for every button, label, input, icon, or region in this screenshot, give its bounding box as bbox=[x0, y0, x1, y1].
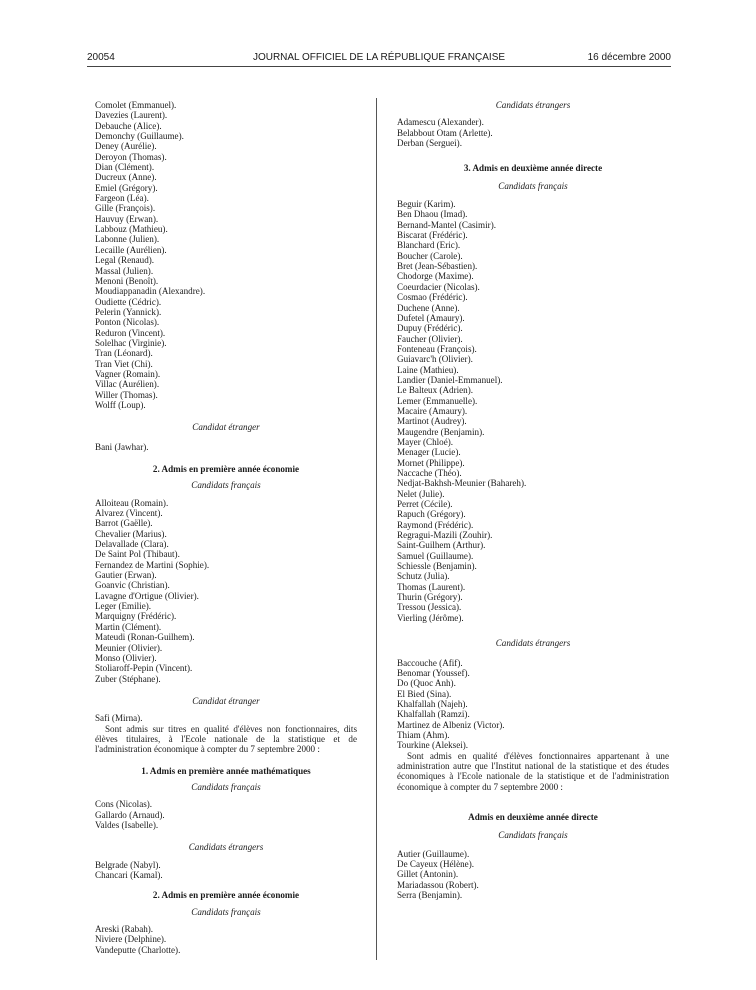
list-item: Lecaille (Aurélien). bbox=[95, 244, 167, 255]
list-item: Lemer (Emmanuelle). bbox=[397, 395, 478, 406]
subheading-candidats-francais: Candidats français bbox=[191, 781, 261, 792]
list-item: Serra (Benjamin). bbox=[397, 890, 463, 901]
list-item: Vierling (Jérôme). bbox=[397, 612, 464, 623]
section-heading: Admis en deuxième année directe bbox=[468, 811, 598, 822]
list-item: Ducreux (Anne). bbox=[95, 172, 157, 183]
list-item: Hauvuy (Erwan). bbox=[95, 213, 159, 224]
list-item: Nedjat-Bakhsh-Meunier (Bahareh). bbox=[397, 478, 527, 489]
list-item: Biscarat (Frédéric). bbox=[397, 230, 468, 241]
list-item: Demonchy (Guillaume). bbox=[95, 131, 184, 142]
list-item: Cosmao (Frédéric). bbox=[397, 292, 468, 303]
list-item: El Bied (Sina). bbox=[397, 688, 452, 699]
name-list bbox=[95, 924, 357, 955]
list-item: Tran Viet (Chi). bbox=[95, 358, 153, 369]
list-item: Oudiette (Cédric). bbox=[95, 296, 162, 307]
list-item: Thiam (Ahm). bbox=[397, 729, 450, 740]
subheading-candidats-francais: Candidats français bbox=[191, 480, 261, 491]
list-item: Bret (Jean-Sébastien). bbox=[397, 261, 478, 272]
list-item: Faucher (Olivier). bbox=[397, 333, 463, 344]
list-item: Solelhac (Virginie). bbox=[95, 337, 167, 348]
name-list bbox=[397, 199, 669, 623]
list-item: Meunier (Olivier). bbox=[95, 642, 163, 653]
list-item: Nelet (Julie). bbox=[397, 488, 445, 499]
list-item: Safi (Mirna). bbox=[95, 713, 143, 724]
name-list bbox=[95, 799, 357, 830]
list-item: Rapuch (Grégory). bbox=[397, 509, 466, 520]
list-item: De Saint Pol (Thibaut). bbox=[95, 549, 180, 560]
list-item: Derban (Serguei). bbox=[397, 138, 462, 149]
list-item: Dupuy (Frédéric). bbox=[397, 323, 463, 334]
list-item: Villac (Aurélien). bbox=[95, 379, 160, 390]
column-divider bbox=[376, 98, 377, 960]
list-item: Massal (Julien). bbox=[95, 265, 154, 276]
list-item: Do (Quoc Anh). bbox=[397, 678, 456, 689]
list-item: Marquigny (Frédéric). bbox=[95, 611, 177, 622]
name-list bbox=[397, 117, 669, 148]
list-item: Mornet (Philippe). bbox=[397, 457, 465, 468]
list-item: Comolet (Emmanuel). bbox=[95, 100, 177, 110]
section-heading: 1. Admis en première année mathématiques bbox=[141, 765, 311, 776]
list-item: Adamescu (Alexander). bbox=[397, 117, 484, 128]
list-item: Zuber (Stéphane). bbox=[95, 673, 161, 684]
list-item: Belabbout Otam (Arlette). bbox=[397, 127, 493, 138]
list-item: Tourkine (Aleksei). bbox=[397, 740, 469, 751]
list-item: Naccache (Théo). bbox=[397, 468, 462, 478]
list-item: Landier (Daniel-Emmanuel). bbox=[397, 374, 503, 385]
list-item: Thomas (Laurent). bbox=[397, 581, 466, 592]
list-item: Davezies (Laurent). bbox=[95, 110, 168, 121]
list-item: Legal (Renaud). bbox=[95, 255, 155, 266]
list-item: Schutz (Julia). bbox=[397, 571, 450, 582]
list-item: Macaire (Amaury). bbox=[397, 405, 468, 416]
list-item: Autier (Guillaume). bbox=[397, 848, 470, 859]
list-item: Alloiteau (Romain). bbox=[95, 497, 169, 508]
list-item: Chodorge (Maxime). bbox=[397, 271, 474, 282]
list-item: Dian (Clément). bbox=[95, 162, 155, 173]
subheading-candidat-etranger: Candidat étranger bbox=[192, 422, 260, 433]
list-item: Baccouche (Afif). bbox=[397, 657, 463, 668]
list-item: Mayer (Chloé). bbox=[397, 436, 454, 447]
list-item: Labonne (Julien). bbox=[95, 234, 160, 245]
list-item: Gillet (Antonin). bbox=[397, 869, 459, 880]
journal-title: JOURNAL OFFICIEL DE LA RÉPUBLIQUE FRANÇAISE bbox=[252, 52, 506, 63]
list-item: Samuel (Guillaume). bbox=[397, 550, 474, 561]
list-item: Menoni (Benoît). bbox=[95, 275, 159, 286]
issue-date: 16 décembre 2000 bbox=[587, 52, 671, 63]
name-list bbox=[95, 100, 357, 410]
list-item: Khalfallah (Najeh). bbox=[397, 698, 468, 709]
list-item: Niviere (Delphine). bbox=[95, 934, 167, 945]
list-item: Tran (Léonard). bbox=[95, 348, 153, 359]
list-item: Fargeon (Léa). bbox=[95, 193, 149, 204]
list-item: Vandeputte (Charlotte). bbox=[95, 944, 181, 955]
list-item: Tressou (Jessica). bbox=[397, 602, 462, 613]
list-item: Laine (Mathieu). bbox=[397, 364, 459, 375]
list-item: Benomar (Youssef). bbox=[397, 667, 470, 678]
list-item: De Cayeux (Hélène). bbox=[397, 859, 475, 869]
list-item: Fonteneau (François). bbox=[397, 343, 477, 354]
list-item: Duchene (Anne). bbox=[397, 302, 460, 313]
list-item: Reduron (Vincent). bbox=[95, 327, 166, 338]
list-item: Khalfallah (Ramzi). bbox=[397, 709, 470, 720]
list-item: Leger (Emilie). bbox=[95, 601, 152, 612]
list-item: Emiel (Grégory). bbox=[95, 182, 158, 193]
list-item: Chancari (Kamal). bbox=[95, 870, 163, 880]
list-item: Maugendre (Benjamin). bbox=[397, 426, 485, 437]
list-item: Wolff (Loup). bbox=[95, 399, 146, 410]
list-item: Deney (Aurélie). bbox=[95, 141, 157, 152]
list-item: Alvarez (Vincent). bbox=[95, 508, 163, 519]
list-item: Fernandez de Martini (Sophie). bbox=[95, 559, 210, 570]
list-item: Guiavarc'h (Olivier). bbox=[397, 354, 473, 365]
list-item: Labbouz (Mathieu). bbox=[95, 224, 168, 235]
list-item: Cons (Nicolas). bbox=[95, 799, 153, 810]
list-item: Areski (Rabah). bbox=[95, 924, 154, 935]
list-item: Debauche (Alice). bbox=[95, 120, 162, 131]
left-column bbox=[95, 100, 357, 955]
list-item: Martinot (Audrey). bbox=[397, 416, 467, 427]
list-item: Willer (Thomas). bbox=[95, 389, 158, 400]
list-item: Saint-Guilhem (Arthur). bbox=[397, 540, 486, 551]
list-item: Martinez de Albeniz (Victor). bbox=[397, 719, 505, 730]
name-list bbox=[95, 713, 357, 723]
page-number: 20054 bbox=[87, 52, 115, 63]
list-item: Chevalier (Marius). bbox=[95, 528, 167, 539]
subheading-candidats-francais: Candidats français bbox=[191, 906, 261, 917]
section-heading: 2. Admis en première année économie bbox=[152, 890, 300, 901]
paragraph: Sont admis sur titres en qualité d'élèves non fonctionnaires, dits élèves titulaires, à l'Ecole nationale de la statistique et de l'administration économique à compter du 7 septembre 2000 : bbox=[95, 723, 357, 755]
paragraph: Sont admis en qualité d'élèves fonctionnaires appartenant à une administration autre que l'Institut national de la statistique et des études économiques à l'Ecole nationale de la statistique et de l'administration économique à compter du 7 septembre 2000 : bbox=[397, 750, 669, 792]
name-list bbox=[95, 442, 357, 452]
list-item: Regragui-Mazili (Zouhir). bbox=[397, 530, 493, 541]
subheading-candidats-etrangers: Candidats étrangers bbox=[495, 638, 571, 649]
list-item: Coeurdacier (Nicolas). bbox=[397, 281, 480, 292]
name-list bbox=[397, 849, 669, 901]
list-item: Lavagne d'Ortigue (Olivier). bbox=[95, 590, 199, 601]
list-item: Pelerin (Yannick). bbox=[95, 306, 162, 317]
subheading-candidats-francais: Candidats français bbox=[498, 180, 568, 191]
list-item: Valdes (Isabelle). bbox=[95, 819, 159, 830]
list-item: Beguir (Karim). bbox=[397, 199, 456, 210]
list-item: Bani (Jawhar). bbox=[95, 441, 149, 452]
list-item: Schiessle (Benjamin). bbox=[397, 561, 477, 572]
list-item: Belgrade (Nabyl). bbox=[95, 859, 161, 870]
list-item: Moudiappanadin (Alexandre). bbox=[95, 286, 206, 297]
list-item: Gallardo (Arnaud). bbox=[95, 809, 165, 820]
list-item: Vagner (Romain). bbox=[95, 368, 161, 379]
list-item: Gautier (Erwan). bbox=[95, 570, 157, 581]
list-item: Delavallade (Clara). bbox=[95, 539, 169, 550]
section-heading: 2. Admis en première année économie bbox=[152, 464, 300, 474]
subheading-candidats-etrangers: Candidats étrangers bbox=[188, 842, 264, 853]
header-rule bbox=[87, 66, 671, 67]
list-item: Bernand-Mantel (Casimir). bbox=[397, 219, 496, 230]
list-item: Menager (Lucie). bbox=[397, 447, 461, 458]
list-item: Ben Dhaou (Imad). bbox=[397, 209, 468, 220]
list-item: Boucher (Carole). bbox=[397, 250, 463, 261]
list-item: Blanchard (Eric). bbox=[397, 240, 461, 251]
right-column bbox=[397, 100, 669, 900]
list-item: Ponton (Nicolas). bbox=[95, 317, 160, 328]
list-item: Thurin (Grégory). bbox=[397, 592, 463, 603]
list-item: Monso (Olivier). bbox=[95, 652, 157, 663]
list-item: Mateudi (Ronan-Guilhem). bbox=[95, 632, 195, 643]
list-item: Stoliaroff-Pepin (Vincent). bbox=[95, 663, 193, 674]
list-item: Deroyon (Thomas). bbox=[95, 151, 167, 162]
subheading-candidats-francais: Candidats français bbox=[498, 830, 568, 841]
list-item: Perret (Cécile). bbox=[397, 499, 453, 510]
list-item: Dufetel (Amaury). bbox=[397, 312, 465, 323]
list-item: Raymond (Frédéric). bbox=[397, 519, 474, 530]
name-list bbox=[95, 860, 357, 881]
list-item: Barrot (Gaëlle). bbox=[95, 518, 153, 529]
subheading-candidats-etrangers: Candidats étrangers bbox=[495, 100, 571, 110]
list-item: Le Balteux (Adrien). bbox=[397, 385, 474, 396]
list-item: Martin (Clément). bbox=[95, 621, 162, 632]
list-item: Gille (François). bbox=[95, 203, 156, 214]
subheading-candidat-etranger: Candidat étranger bbox=[192, 695, 260, 706]
name-list bbox=[95, 498, 357, 684]
name-list bbox=[397, 658, 669, 751]
section-heading: 3. Admis en deuxième année directe bbox=[463, 163, 603, 174]
list-item: Goanvic (Christian). bbox=[95, 580, 170, 591]
list-item: Mariadassou (Robert). bbox=[397, 879, 479, 890]
